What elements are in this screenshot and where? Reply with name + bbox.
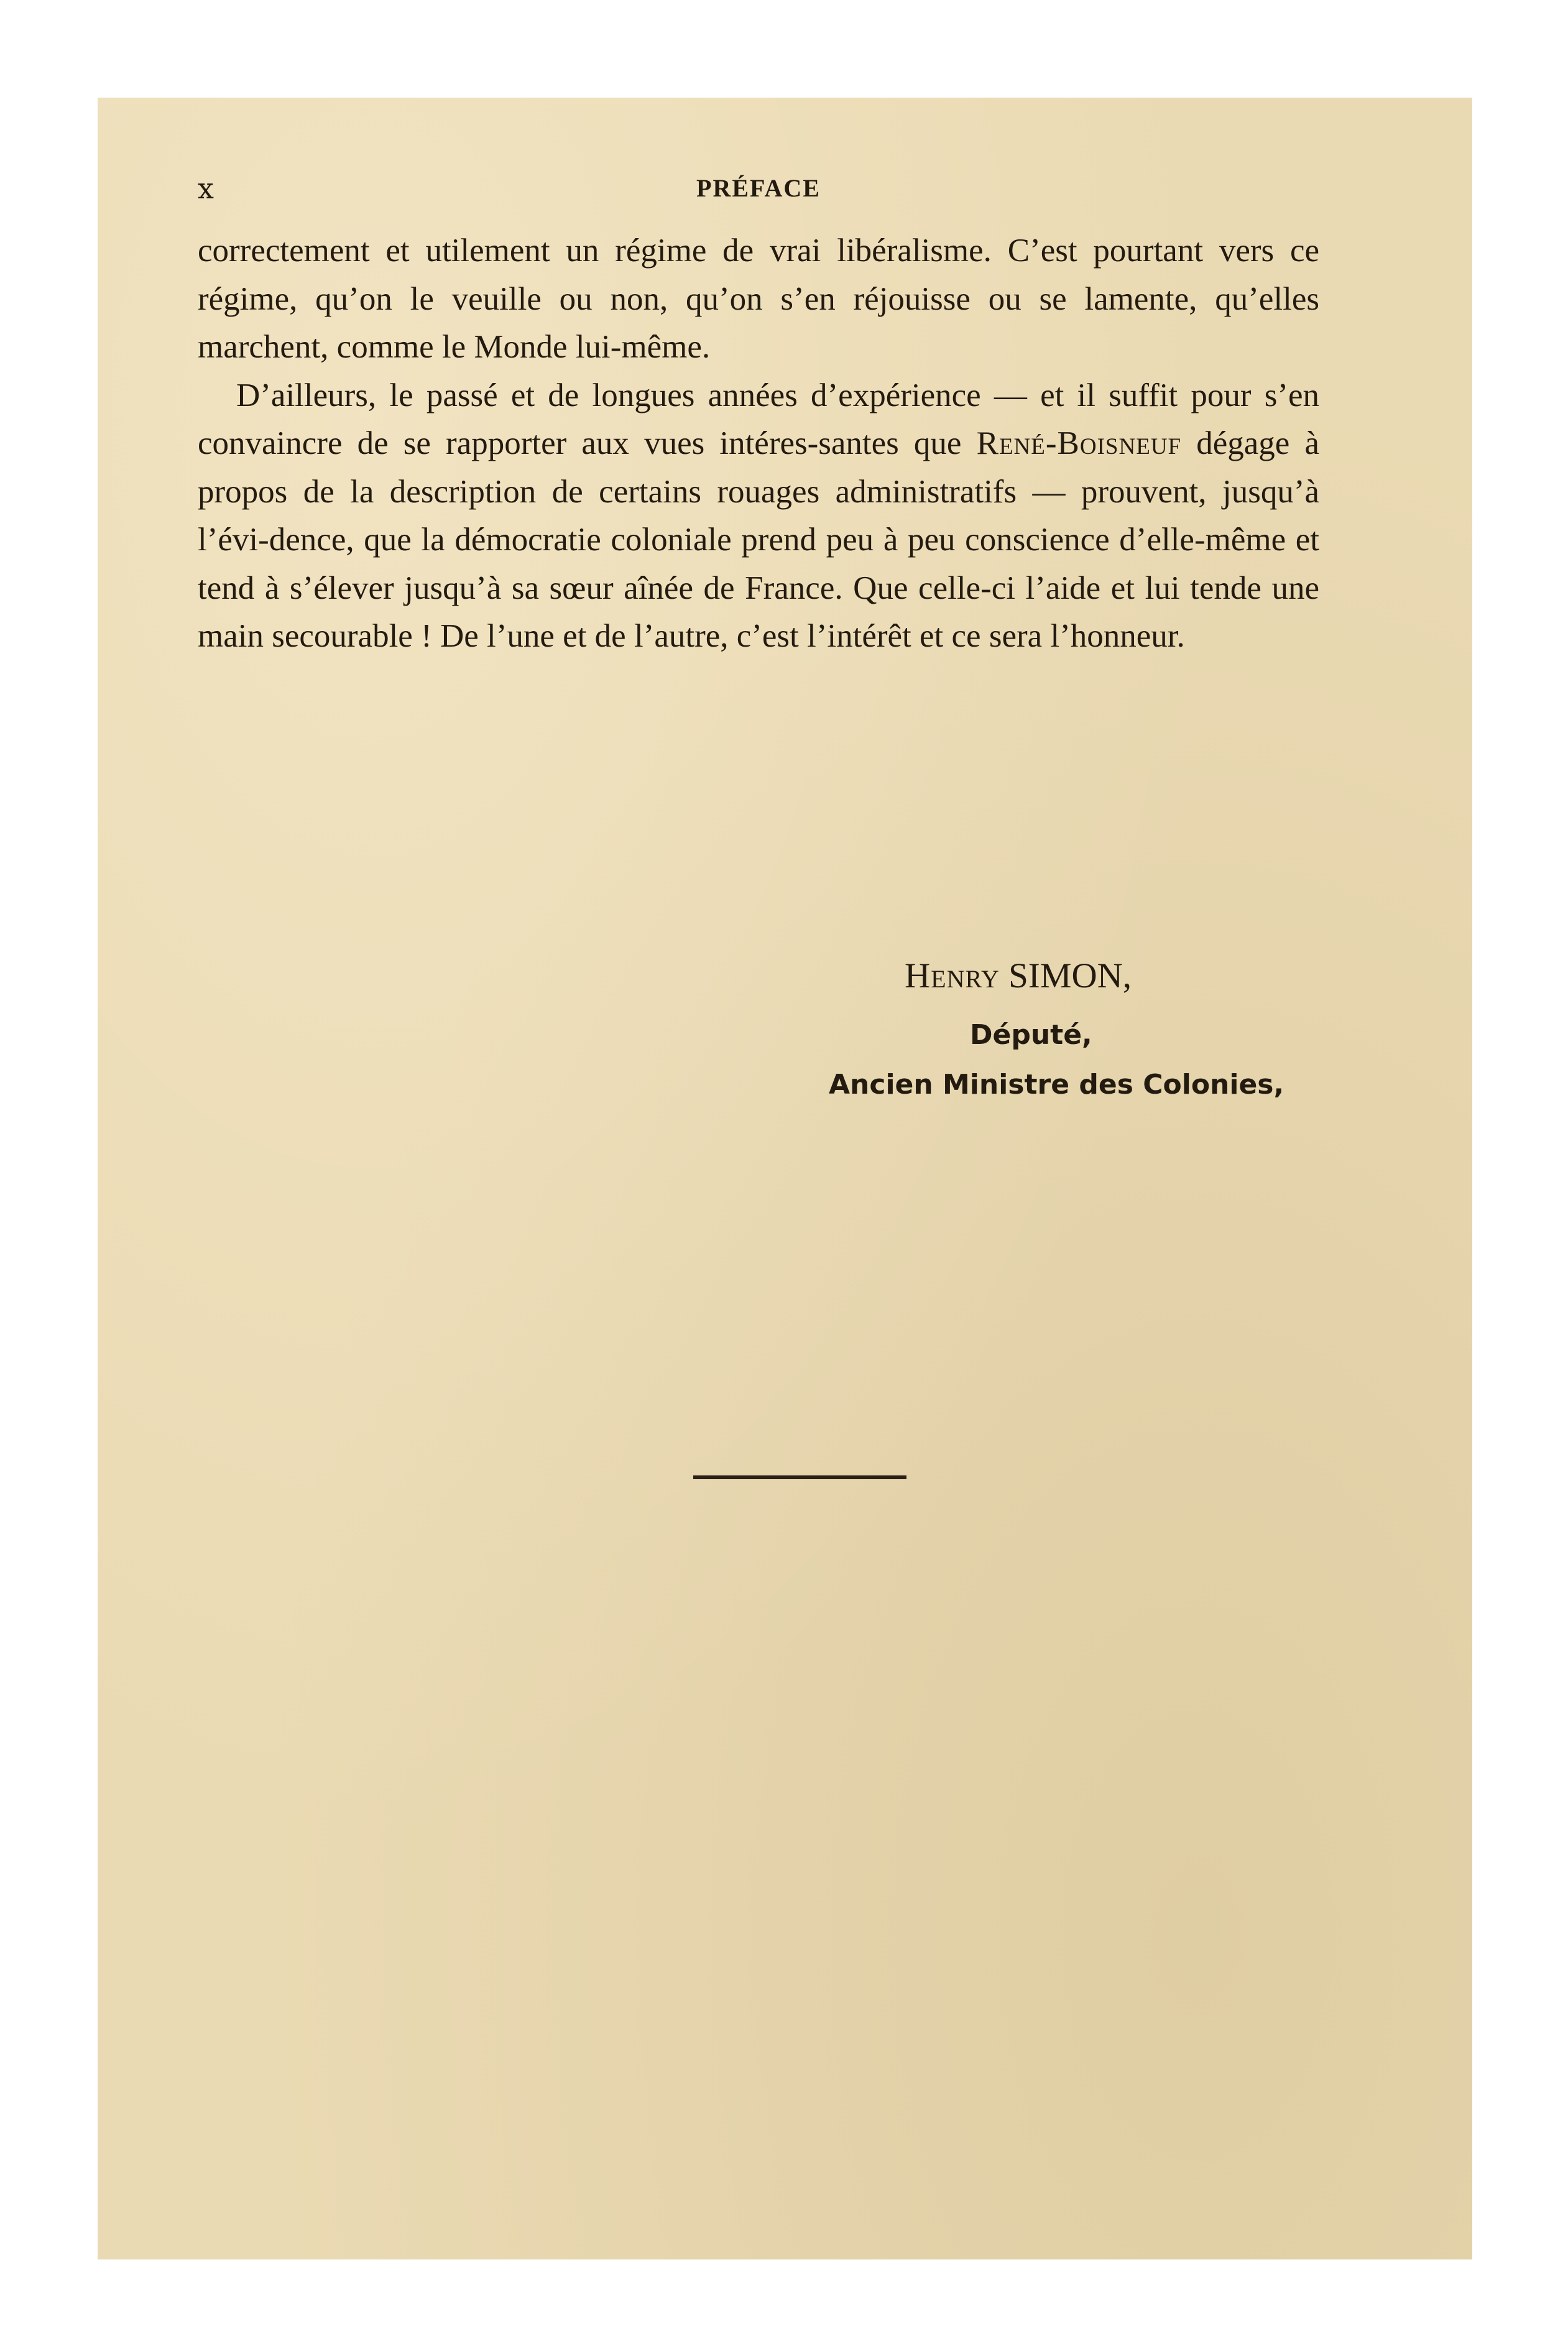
signature-first-name: Henry [905, 956, 1000, 995]
paragraph-text-before-name: D’ailleurs, le passé et de longues années d’expérience — et il suffit pour s’en convaincre de se rapporter aux vues intéres-santes que [198, 377, 1319, 461]
signature-name [905, 951, 1132, 1001]
paragraph-continuation: correctement et utilement un régime de vrai libéralisme. C’est pourtant vers ce régime, qu’on le veuille ou non, qu’on s’en réjouisse ou se lamente, qu’elles marchent, comme le Monde lui-même. [198, 233, 1319, 365]
signature-title: Ancien Ministre des Colonies, [829, 1069, 1284, 1101]
signature-last-name: SIMON, [1008, 956, 1132, 995]
running-head [198, 167, 1319, 210]
author-name-reference: René-Boisneuf [976, 425, 1182, 461]
page-number: x [198, 172, 214, 205]
section-end-rule [693, 1475, 906, 1479]
signature-role: Député, [970, 1019, 1092, 1051]
body-text [198, 227, 1319, 661]
paragraph-text-after-name: dégage à propos de la description de certains rouages administratifs — prouvent, jusqu’à l’évi-dence, que la démocratie coloniale prend peu à peu conscience d’elle-même et tend à s’élever jusqu’à sa sœur aînée de France. Que celle-ci l’aide et lui tende une main secourable ! De l’une et de l’autre, c’est l’intérêt et ce sera l’honneur. [198, 425, 1319, 654]
running-head-title: PRÉFACE [696, 174, 821, 202]
paragraph-dailleurs [198, 372, 1319, 661]
